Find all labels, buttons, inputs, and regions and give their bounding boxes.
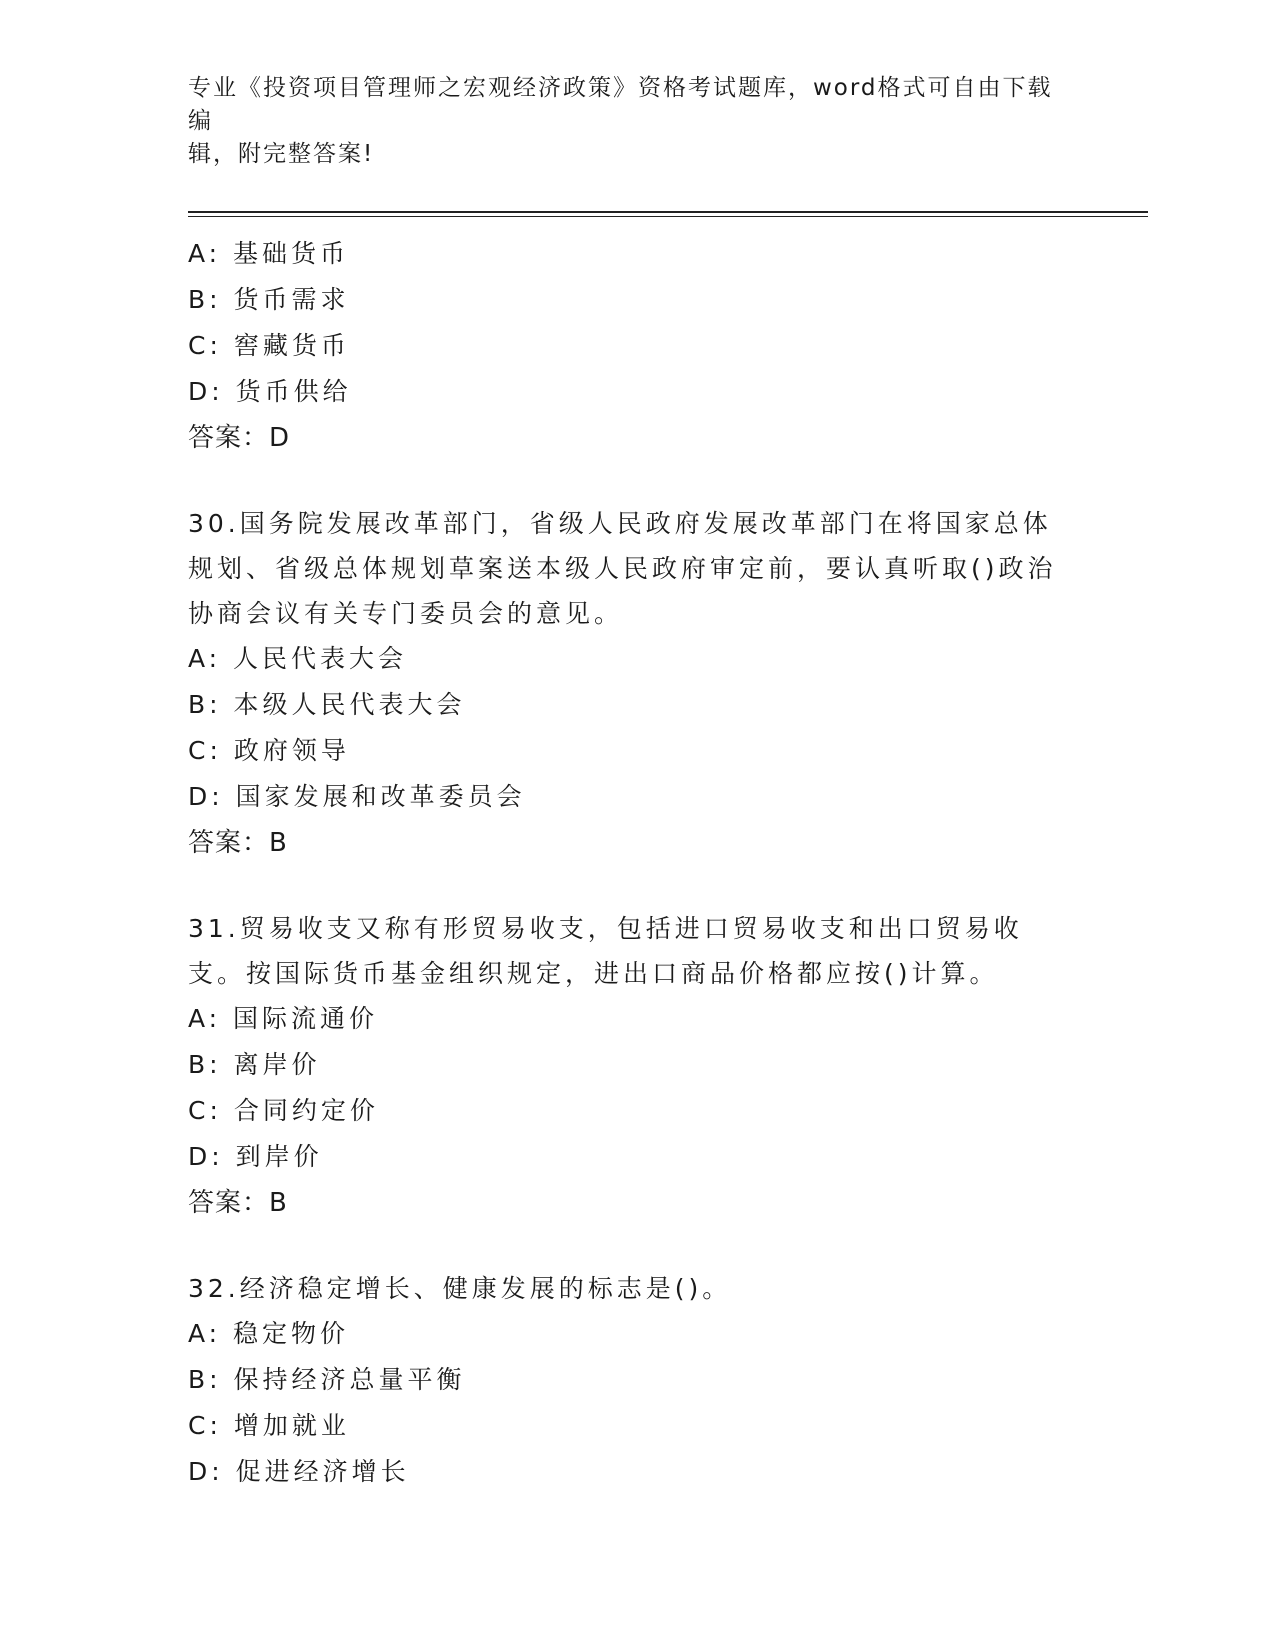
document-page	[188, 72, 1148, 1495]
question-32	[188, 1266, 1148, 1495]
header-line-2: 辑，附完整答案!	[188, 141, 375, 167]
option-d: D: 到岸价	[188, 1142, 323, 1171]
option-d: D: 货币供给	[188, 377, 352, 406]
option-a: A: 基础货币	[188, 239, 350, 268]
option-b: B: 离岸价	[188, 1050, 321, 1079]
question-stem: 30.国务院发展改革部门，省级人民政府发展改革部门在将国家总体规划、省级总体规划草案送本级人民政府审定前，要认真听取()政治协商会议有关专门委员会的意见。	[188, 509, 1057, 628]
option-c: C: 增加就业	[188, 1411, 350, 1440]
document-header	[188, 72, 1068, 171]
question-stem: 32.经济稳定增长、健康发展的标志是()。	[188, 1274, 732, 1303]
option-c: C: 合同约定价	[188, 1096, 379, 1125]
previous-question-tail	[188, 231, 1148, 461]
option-a: A: 人民代表大会	[188, 644, 408, 673]
question-31	[188, 906, 1148, 1226]
option-b: B: 货币需求	[188, 285, 350, 314]
option-c: C: 政府领导	[188, 736, 350, 765]
answer-line: 答案：B	[188, 1188, 288, 1218]
answer-line: 答案：B	[188, 828, 288, 858]
option-b: B: 保持经济总量平衡	[188, 1365, 466, 1394]
header-line-1: 专业《投资项目管理师之宏观经济政策》资格考试题库，word格式可自由下载编	[188, 75, 1053, 134]
option-d: D: 促进经济增长	[188, 1457, 410, 1486]
option-a: A: 稳定物价	[188, 1319, 350, 1348]
question-stem: 31.贸易收支又称有形贸易收支，包括进口贸易收支和出口贸易收支。按国际货币基金组织规定，进出口商品价格都应按()计算。	[188, 914, 1023, 988]
option-a: A: 国际流通价	[188, 1004, 379, 1033]
question-30	[188, 501, 1148, 866]
header-divider	[188, 211, 1148, 217]
option-c: C: 窖藏货币	[188, 331, 350, 360]
answer-line: 答案：D	[188, 423, 291, 453]
option-b: B: 本级人民代表大会	[188, 690, 466, 719]
option-d: D: 国家发展和改革委员会	[188, 782, 526, 811]
